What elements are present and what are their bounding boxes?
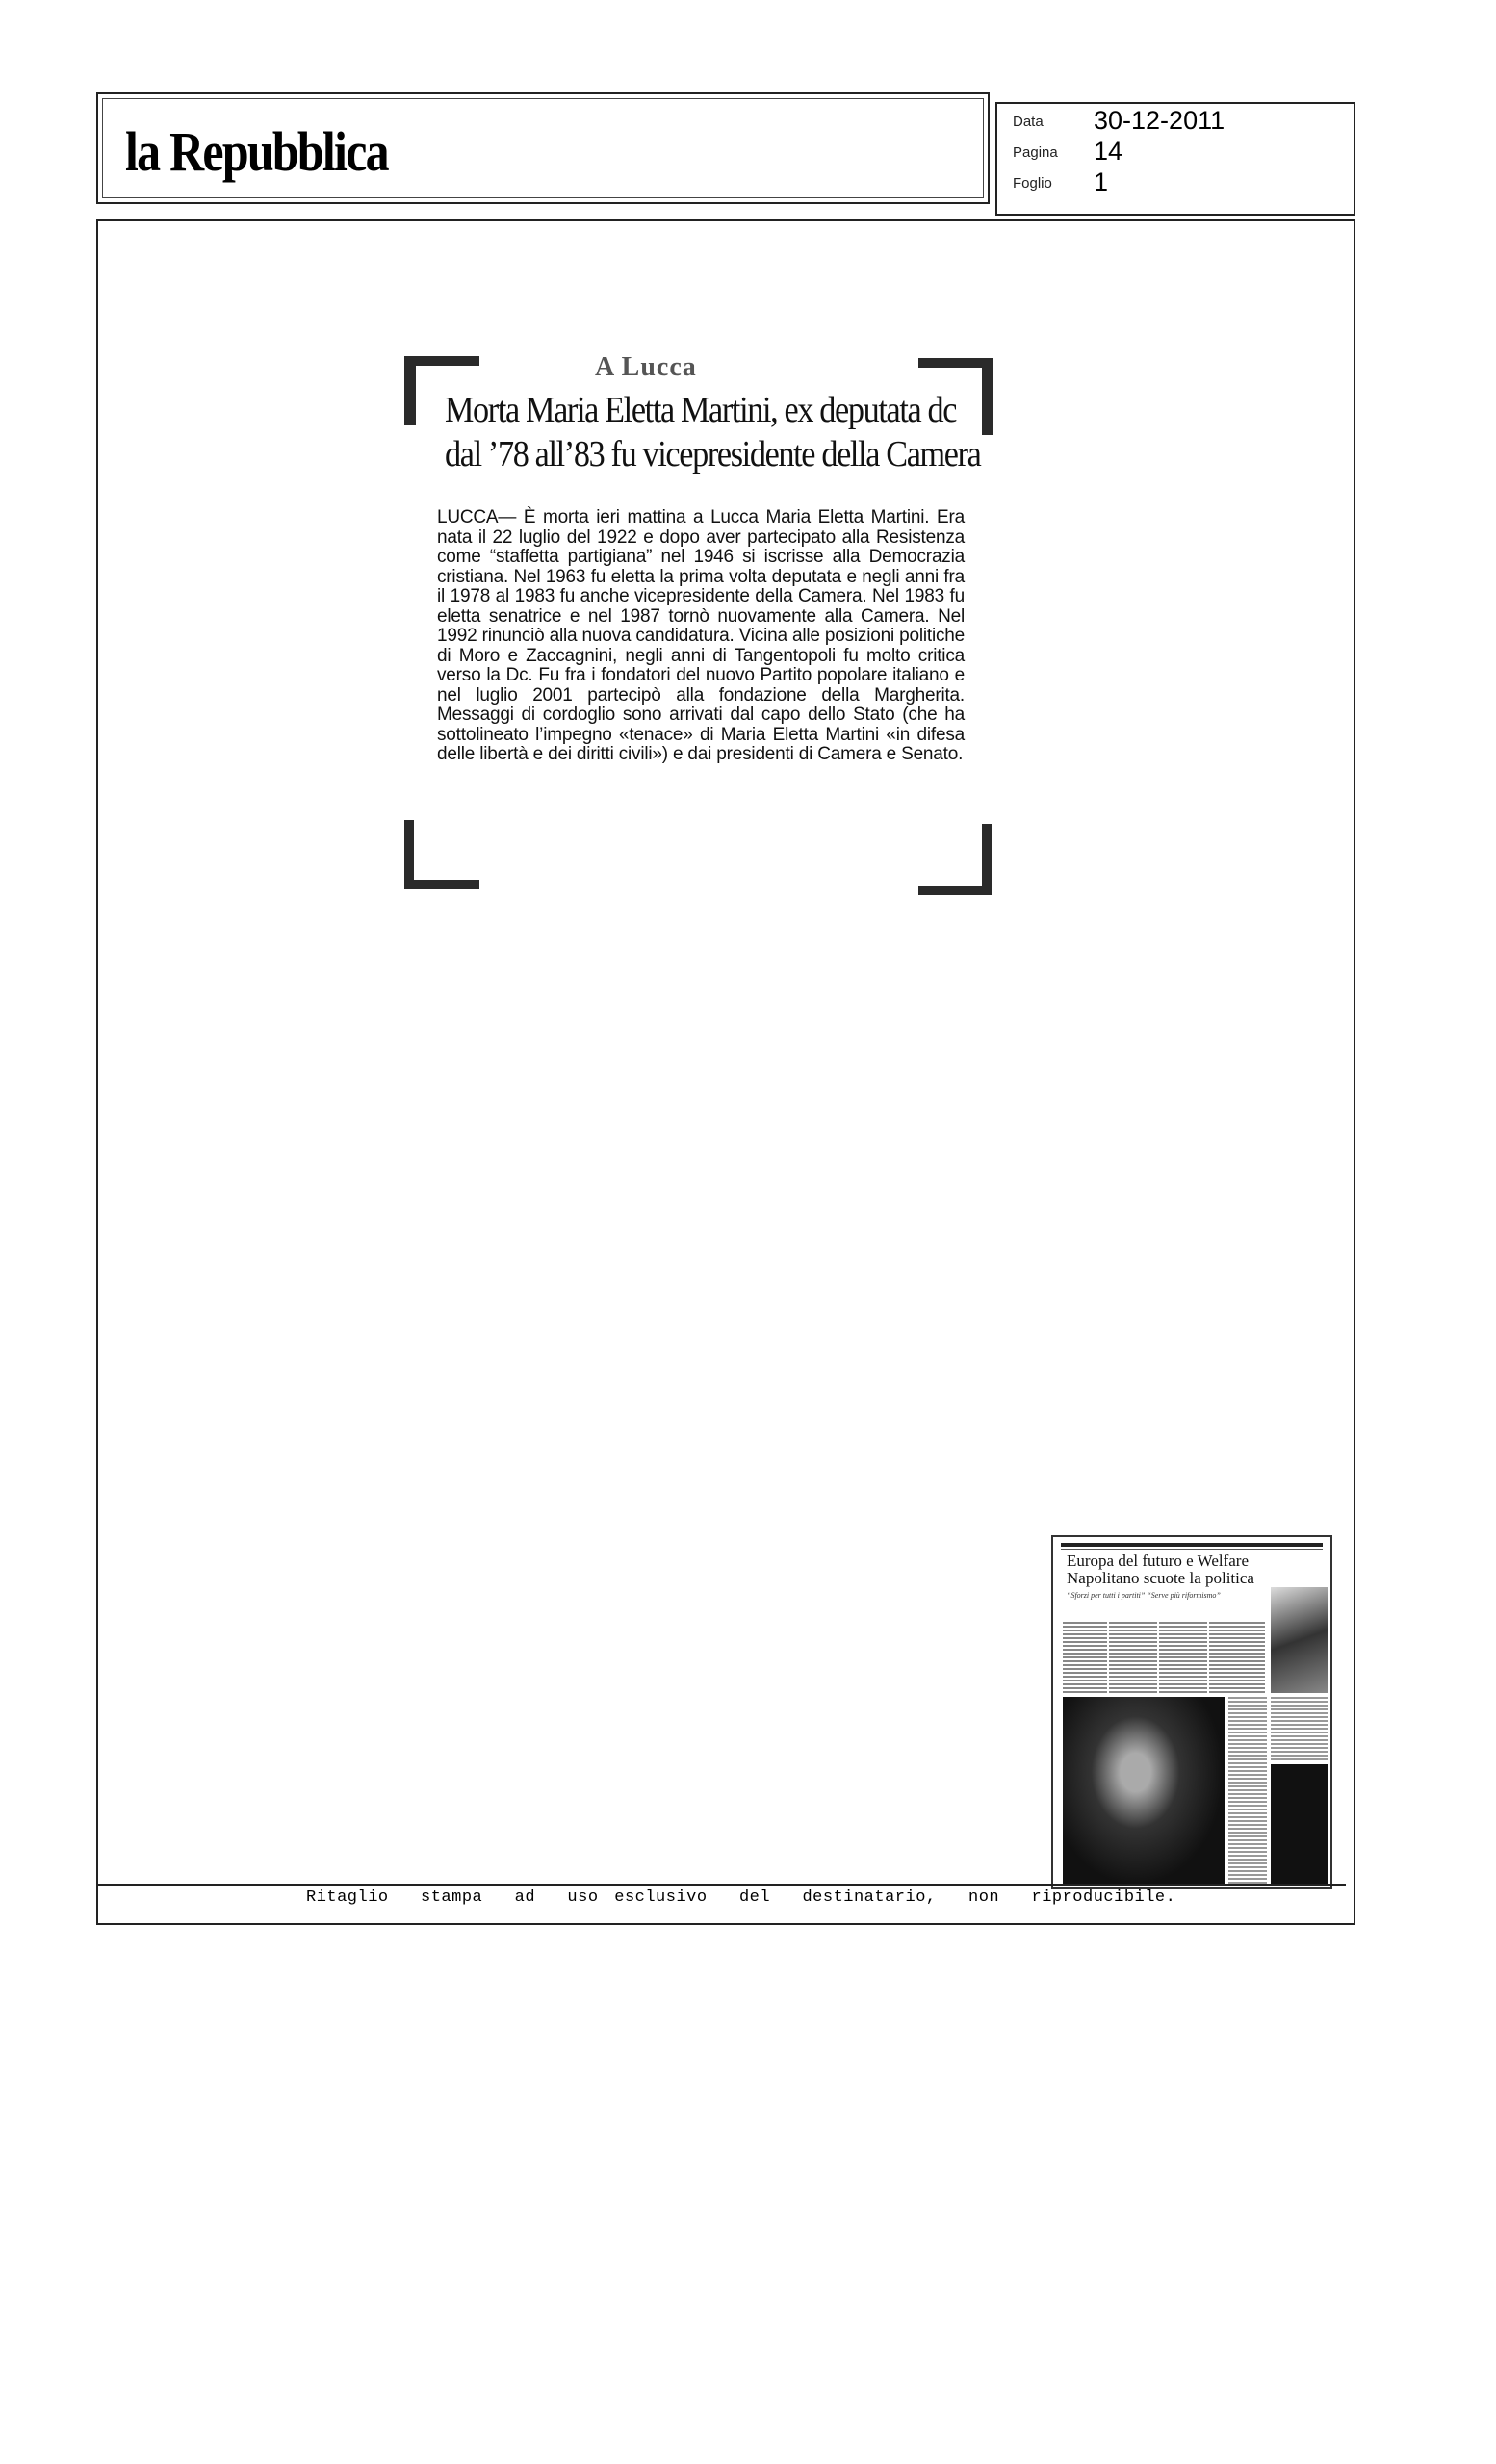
bracket-bottom-right-vertical [982,824,992,895]
thumbnail-headline [1067,1553,1254,1604]
thumbnail-column-gap-1 [1107,1622,1109,1693]
page-value: 14 [1094,137,1123,166]
article-headline [445,388,981,476]
footer-rule [96,1884,1346,1886]
thumbnail-portrait-photo [1271,1587,1328,1693]
bracket-top-right-horizontal [918,358,993,368]
date-label: Data [1013,114,1044,130]
footer-disclaimer: Ritaglio stampa ad uso esclusivo del destinatario, non riproducibile. [306,1888,1176,1907]
sheet-value: 1 [1094,167,1109,196]
sheet-label: Foglio [1013,175,1052,192]
article-body: LUCCA— È morta ieri mattina a Lucca Maria Eletta Martini. Era nata il 22 luglio del 1922 e dopo aver partecipato alla Resistenza come “staffetta partigiana” nel 1946 si iscrisse alla Democrazia cristiana. Nel 1963 fu eletta la prima volta deputata e negli anni fra il 1978 al 1983 fu anche vicepresidente della Camera. Nel 1983 fu eletta senatrice e nel 1987 tornò nuovamente alla Camera. Nel 1992 rinunciò alla nuova candidatura. Vicina alle posizioni politiche di Moro e Zaccagnini, negli anni di Tangentopoli fu molto critica verso la Dc. Fu fra i fondatori del nuovo Partito popolare italiano e nel luglio 2001 partecipò alla fondazione della Margherita. Messaggi di cordoglio sono arrivati dal capo dello Stato (che ha sottolineato l’impegno «tenace» di Maria Eletta Martini «in difesa delle libertà e dei diritti civili») e dai presidenti di Camera e Senato. [437,507,965,764]
thumbnail-main-photo [1063,1697,1225,1886]
newspaper-logo: la Repubblica [125,120,388,183]
headline-line-2: dal ’78 all’83 fu vicepresidente della Camera [445,434,981,475]
thumbnail-rule [1061,1549,1323,1550]
thumbnail-text-columns [1063,1622,1265,1693]
thumbnail-subline: “Sforzi per tutti i partiti” “Serve più riformismo” [1067,1591,1221,1600]
thumbnail-headline-line-1: Europa del futuro e Welfare [1067,1552,1250,1570]
bracket-bottom-left-horizontal [404,880,479,889]
thumbnail-column-gap-2 [1157,1622,1159,1693]
front-page-thumbnail [1051,1535,1332,1889]
headline-line-1: Morta Maria Eletta Martini, ex deputata dc [445,390,957,430]
thumbnail-column-gap-3 [1207,1622,1209,1693]
thumbnail-headline-line-2: Napolitano scuote la politica [1067,1569,1254,1587]
bracket-top-right-vertical [982,358,993,435]
date-value: 30-12-2011 [1094,106,1225,135]
bracket-bottom-right-horizontal [918,886,992,895]
thumbnail-right-text [1271,1697,1328,1760]
page-label: Pagina [1013,144,1058,161]
bracket-top-left-horizontal [404,356,479,366]
thumbnail-side-text [1228,1697,1267,1886]
bracket-top-left-vertical [404,356,416,425]
article-kicker: A Lucca [595,352,697,382]
thumbnail-masthead-bar [1061,1543,1323,1547]
thumbnail-dark-box [1271,1764,1328,1886]
